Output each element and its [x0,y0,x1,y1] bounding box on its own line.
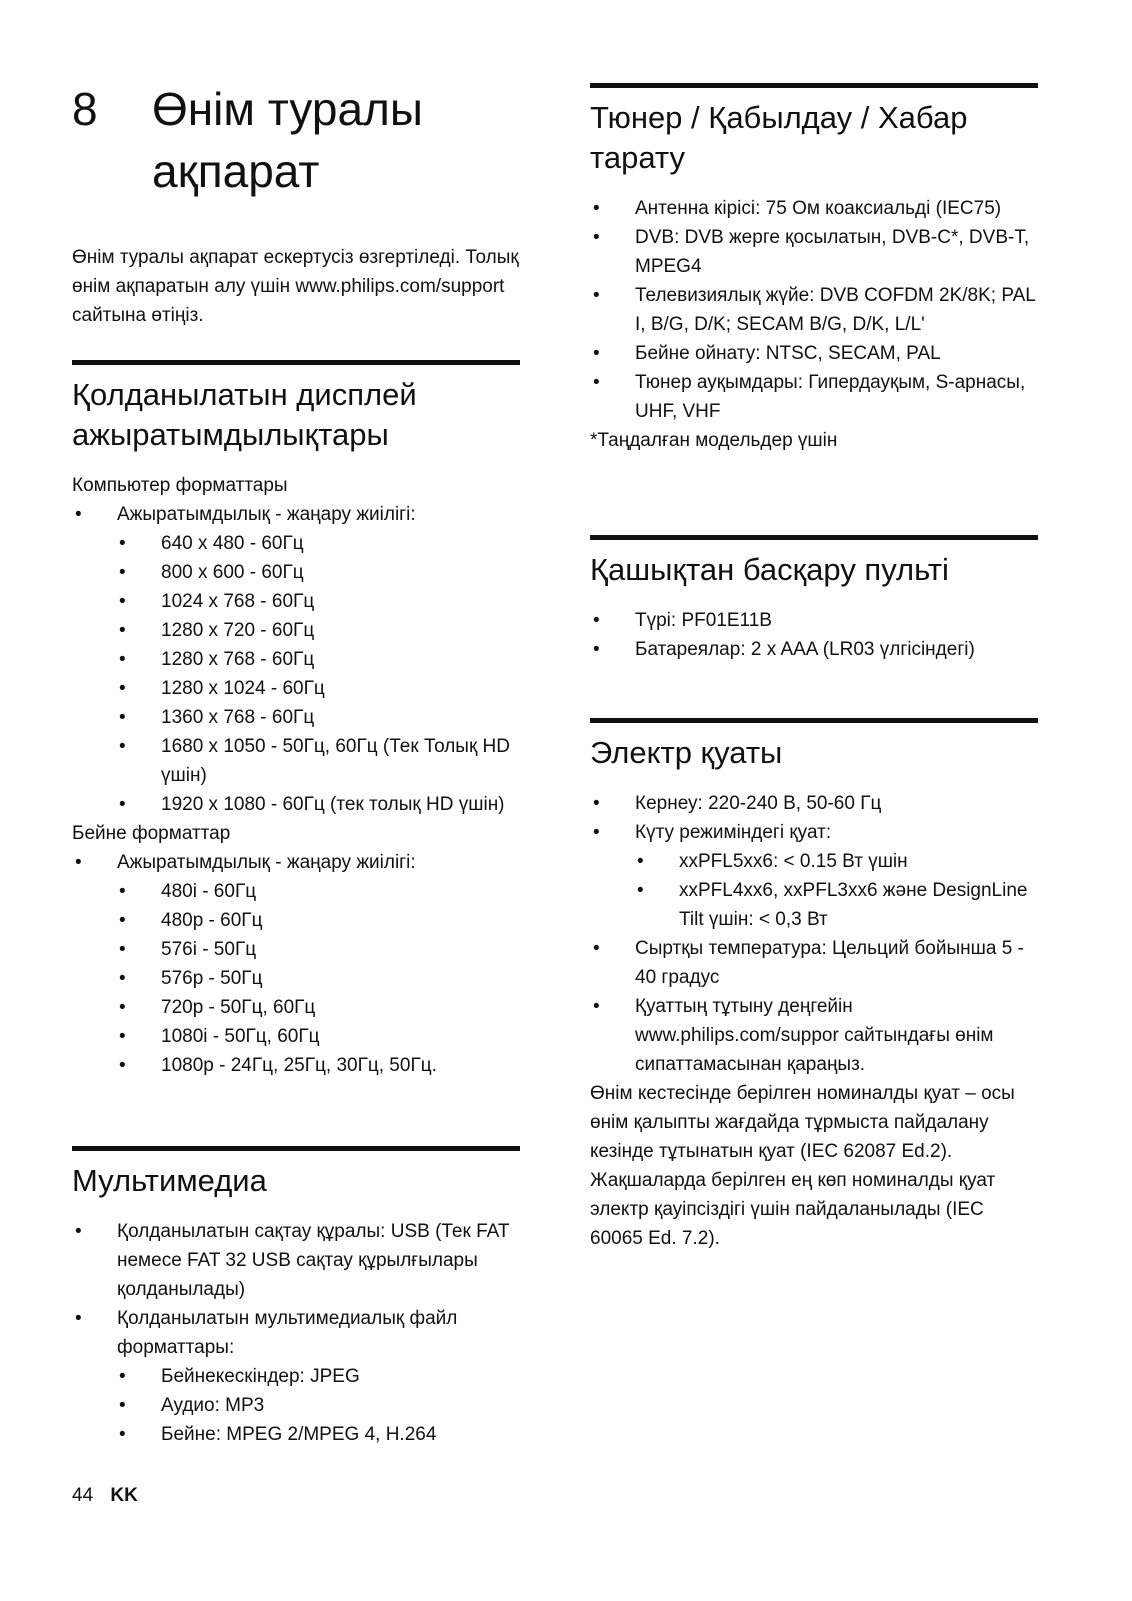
bullet-icon: • [119,1055,126,1076]
section-content [72,471,520,1080]
section-divider [590,718,1038,723]
bullet-icon: • [637,851,644,872]
list-item [72,500,520,529]
subheading: Бейне форматтар [72,823,231,844]
chapter-title: Өнім туралы ақпарат [152,83,423,197]
list-item [72,587,520,616]
list-item [72,616,520,645]
section-multimedia [72,1146,520,1449]
list-item-text: 576p - 50Гц [161,968,263,989]
language-code: KK [110,1485,138,1506]
list-item [72,558,520,587]
list-item-text: Бейнекескіндер: JPEG [161,1366,360,1387]
list-item-text: Телевизиялық жүйе: DVB COFDM 2K/8K; PAL I, B/G, D/K; SECAM B/G, D/K, L/L' [635,285,1036,335]
list-item-text: 1280 x 1024 - 60Гц [161,678,325,699]
list-item [72,848,520,877]
bullet-icon: • [119,649,126,670]
list-item [590,818,1038,847]
list-item-text: Қуаттың тұтыну деңгейін www.philips.com/suppor сайтындағы өнім сипаттамасынан қараңыз. [635,996,994,1075]
list-item [72,935,520,964]
list-item-text: 800 x 600 - 60Гц [161,562,304,583]
section-heading: Мультимедиа [72,1163,267,1198]
section-heading: Тюнер / Қабылдау / Хабар тарату [590,100,968,175]
list-item [72,1391,520,1420]
intro-paragraph: Өнім туралы ақпарат ескертусіз өзгертіледі. Толық өнім ақпаратын алу үшін www.philips.com/support сайтына өтіңіз. [72,247,519,326]
list-item [590,992,1038,1079]
bullet-icon: • [593,198,600,219]
bullet-icon: • [119,678,126,699]
subheading: Компьютер форматтары [72,475,288,496]
section-remote-control [590,535,1038,664]
bullet-icon: • [119,533,126,554]
list-item-text: Бейне: MPEG 2/MPEG 4, H.264 [161,1424,437,1445]
bullet-icon: • [119,997,126,1018]
section-content [590,789,1038,1253]
list-item-text: 640 x 480 - 60Гц [161,533,304,554]
bullet-icon: • [119,1424,126,1445]
bullet-icon: • [637,880,644,901]
page-footer [72,1485,138,1507]
list-item-text: DVB: DVB жерге қосылатын, DVB-C*, DVB-T, MPEG4 [635,227,1030,277]
list-item-text: 1360 x 768 - 60Гц [161,707,315,728]
list-item-text: Түрі: PF01E11B [635,610,772,631]
list-item [72,964,520,993]
list-item-text: Аудио: MP3 [161,1395,265,1416]
list-item [72,732,520,790]
bullet-icon: • [75,1221,82,1242]
bullet-icon: • [119,794,126,815]
bullet-icon: • [593,938,600,959]
list-item-text: 480i - 60Гц [161,881,257,902]
list-item [72,1217,520,1304]
list-item-text: 480p - 60Гц [161,910,263,931]
bullet-icon: • [593,343,600,364]
list-item [590,368,1038,426]
bullet-icon: • [119,881,126,902]
list-item-text: Қолданылатын мультимедиалық файл форматтары: [117,1308,458,1358]
bullet-icon: • [593,372,600,393]
bullet-icon: • [75,504,82,525]
list-item [590,934,1038,992]
list-item-text: Батареялар: 2 x AAA (LR03 үлгісіндегі) [635,639,975,660]
bullet-icon: • [75,1308,82,1329]
list-item [590,339,1038,368]
list-item-text: Күту режиміндегі қуат: [635,822,832,843]
list-item-text: 1024 x 768 - 60Гц [161,591,315,612]
list-item [72,674,520,703]
list-item-text: 1680 x 1050 - 50Гц, 60Гц (Тек Толық HD үшін) [161,736,510,786]
list-item-text: 1920 x 1080 - 60Гц (тек толық HD үшін) [161,794,505,815]
list-item [72,703,520,732]
section-content [590,606,1038,664]
list-item-text: 1280 x 768 - 60Гц [161,649,315,670]
list-item [72,1362,520,1391]
bullet-icon: • [119,562,126,583]
bullet-icon: • [593,639,600,660]
bullet-icon: • [593,610,600,631]
chapter-number: 8 [72,83,98,135]
list-item-text: 1080p - 24Гц, 25Гц, 30Гц, 50Гц. [161,1055,437,1076]
section-divider [72,1146,520,1151]
list-item-text: 1080i - 50Гц, 60Гц [161,1026,320,1047]
list-item-text: Ажыратымдылық - жаңару жиілігі: [117,504,416,525]
bullet-icon: • [119,1395,126,1416]
bullet-icon: • [119,1366,126,1387]
list-item-text: 576i - 50Гц [161,939,257,960]
list-item [72,529,520,558]
section-divider [590,535,1038,540]
section-content [590,194,1038,455]
paragraph: *Таңдалған модельдер үшін [590,430,838,451]
bullet-icon: • [119,707,126,728]
list-item-text: Ажыратымдылық - жаңару жиілігі: [117,852,416,873]
bullet-icon: • [593,996,600,1017]
section-heading: Қолданылатын дисплей ажыратымдылықтары [72,377,417,452]
list-item-text: Бейне ойнату: NTSC, SECAM, PAL [635,343,941,364]
list-item [590,281,1038,339]
list-item-text: Қолданылатын сақтау құралы: USB (Тек FAT немесе FAT 32 USB сақтау құрылғылары қолданылады) [117,1221,510,1300]
section-divider [72,360,520,365]
list-item-text: Кернеу: 220-240 В, 50-60 Гц [635,793,882,814]
section-heading: Қашықтан басқару пульті [590,552,949,587]
bullet-icon: • [119,591,126,612]
paragraph: Өнім кестесінде берілген номиналды қуат – осы өнім қалыпты жағдайда тұрмыста пайдалану кезінде тұтынатын қуат (IEC 62087 Ed.2). Жақшаларда берілген ең көп номиналды қуат электр қауіпсіздігі үшін пайдаланылады (IEC 60065 Ed. 7.2). [590,1083,1015,1249]
list-item [72,1304,520,1362]
list-item [590,194,1038,223]
page-number: 44 [72,1485,94,1506]
list-item [590,847,1038,876]
bullet-icon: • [119,736,126,757]
bullet-icon: • [593,227,600,248]
list-item-text: xxPFL5xx6: < 0.15 Вт үшін [679,851,908,872]
list-item [590,635,1038,664]
bullet-icon: • [119,939,126,960]
list-item-text: Тюнер ауқымдары: Гипердауқым, S-арнасы, UHF, VHF [635,372,1026,422]
list-item [72,1420,520,1449]
bullet-icon: • [119,620,126,641]
list-item-text: Сыртқы температура: Цельций бойынша 5 - 40 градус [635,938,1024,988]
section-divider [590,83,1038,88]
list-item [72,906,520,935]
list-item [72,993,520,1022]
bullet-icon: • [593,822,600,843]
bullet-icon: • [119,1026,126,1047]
section-content [72,1217,520,1449]
bullet-icon: • [75,852,82,873]
list-item-text: Антенна кірісі: 75 Ом коаксиальді (IEC75) [635,198,1002,219]
bullet-icon: • [119,968,126,989]
list-item [590,606,1038,635]
bullet-icon: • [119,910,126,931]
list-item [72,645,520,674]
list-item-text: xxPFL4xx6, xxPFL3xx6 және DesignLine Tilt үшін: < 0,3 Вт [679,880,1028,930]
list-item [72,1022,520,1051]
list-item [590,789,1038,818]
section-display-resolutions [72,360,520,1080]
section-tuner [590,83,1038,455]
list-item [72,877,520,906]
bullet-icon: • [593,793,600,814]
list-item [590,876,1038,934]
list-item [72,790,520,819]
bullet-icon: • [593,285,600,306]
list-item-text: 1280 x 720 - 60Гц [161,620,315,641]
list-item-text: 720p - 50Гц, 60Гц [161,997,316,1018]
page-title [72,78,532,202]
section-power [590,718,1038,1253]
list-item [72,1051,520,1080]
list-item [590,223,1038,281]
section-heading: Электр қуаты [590,735,783,770]
